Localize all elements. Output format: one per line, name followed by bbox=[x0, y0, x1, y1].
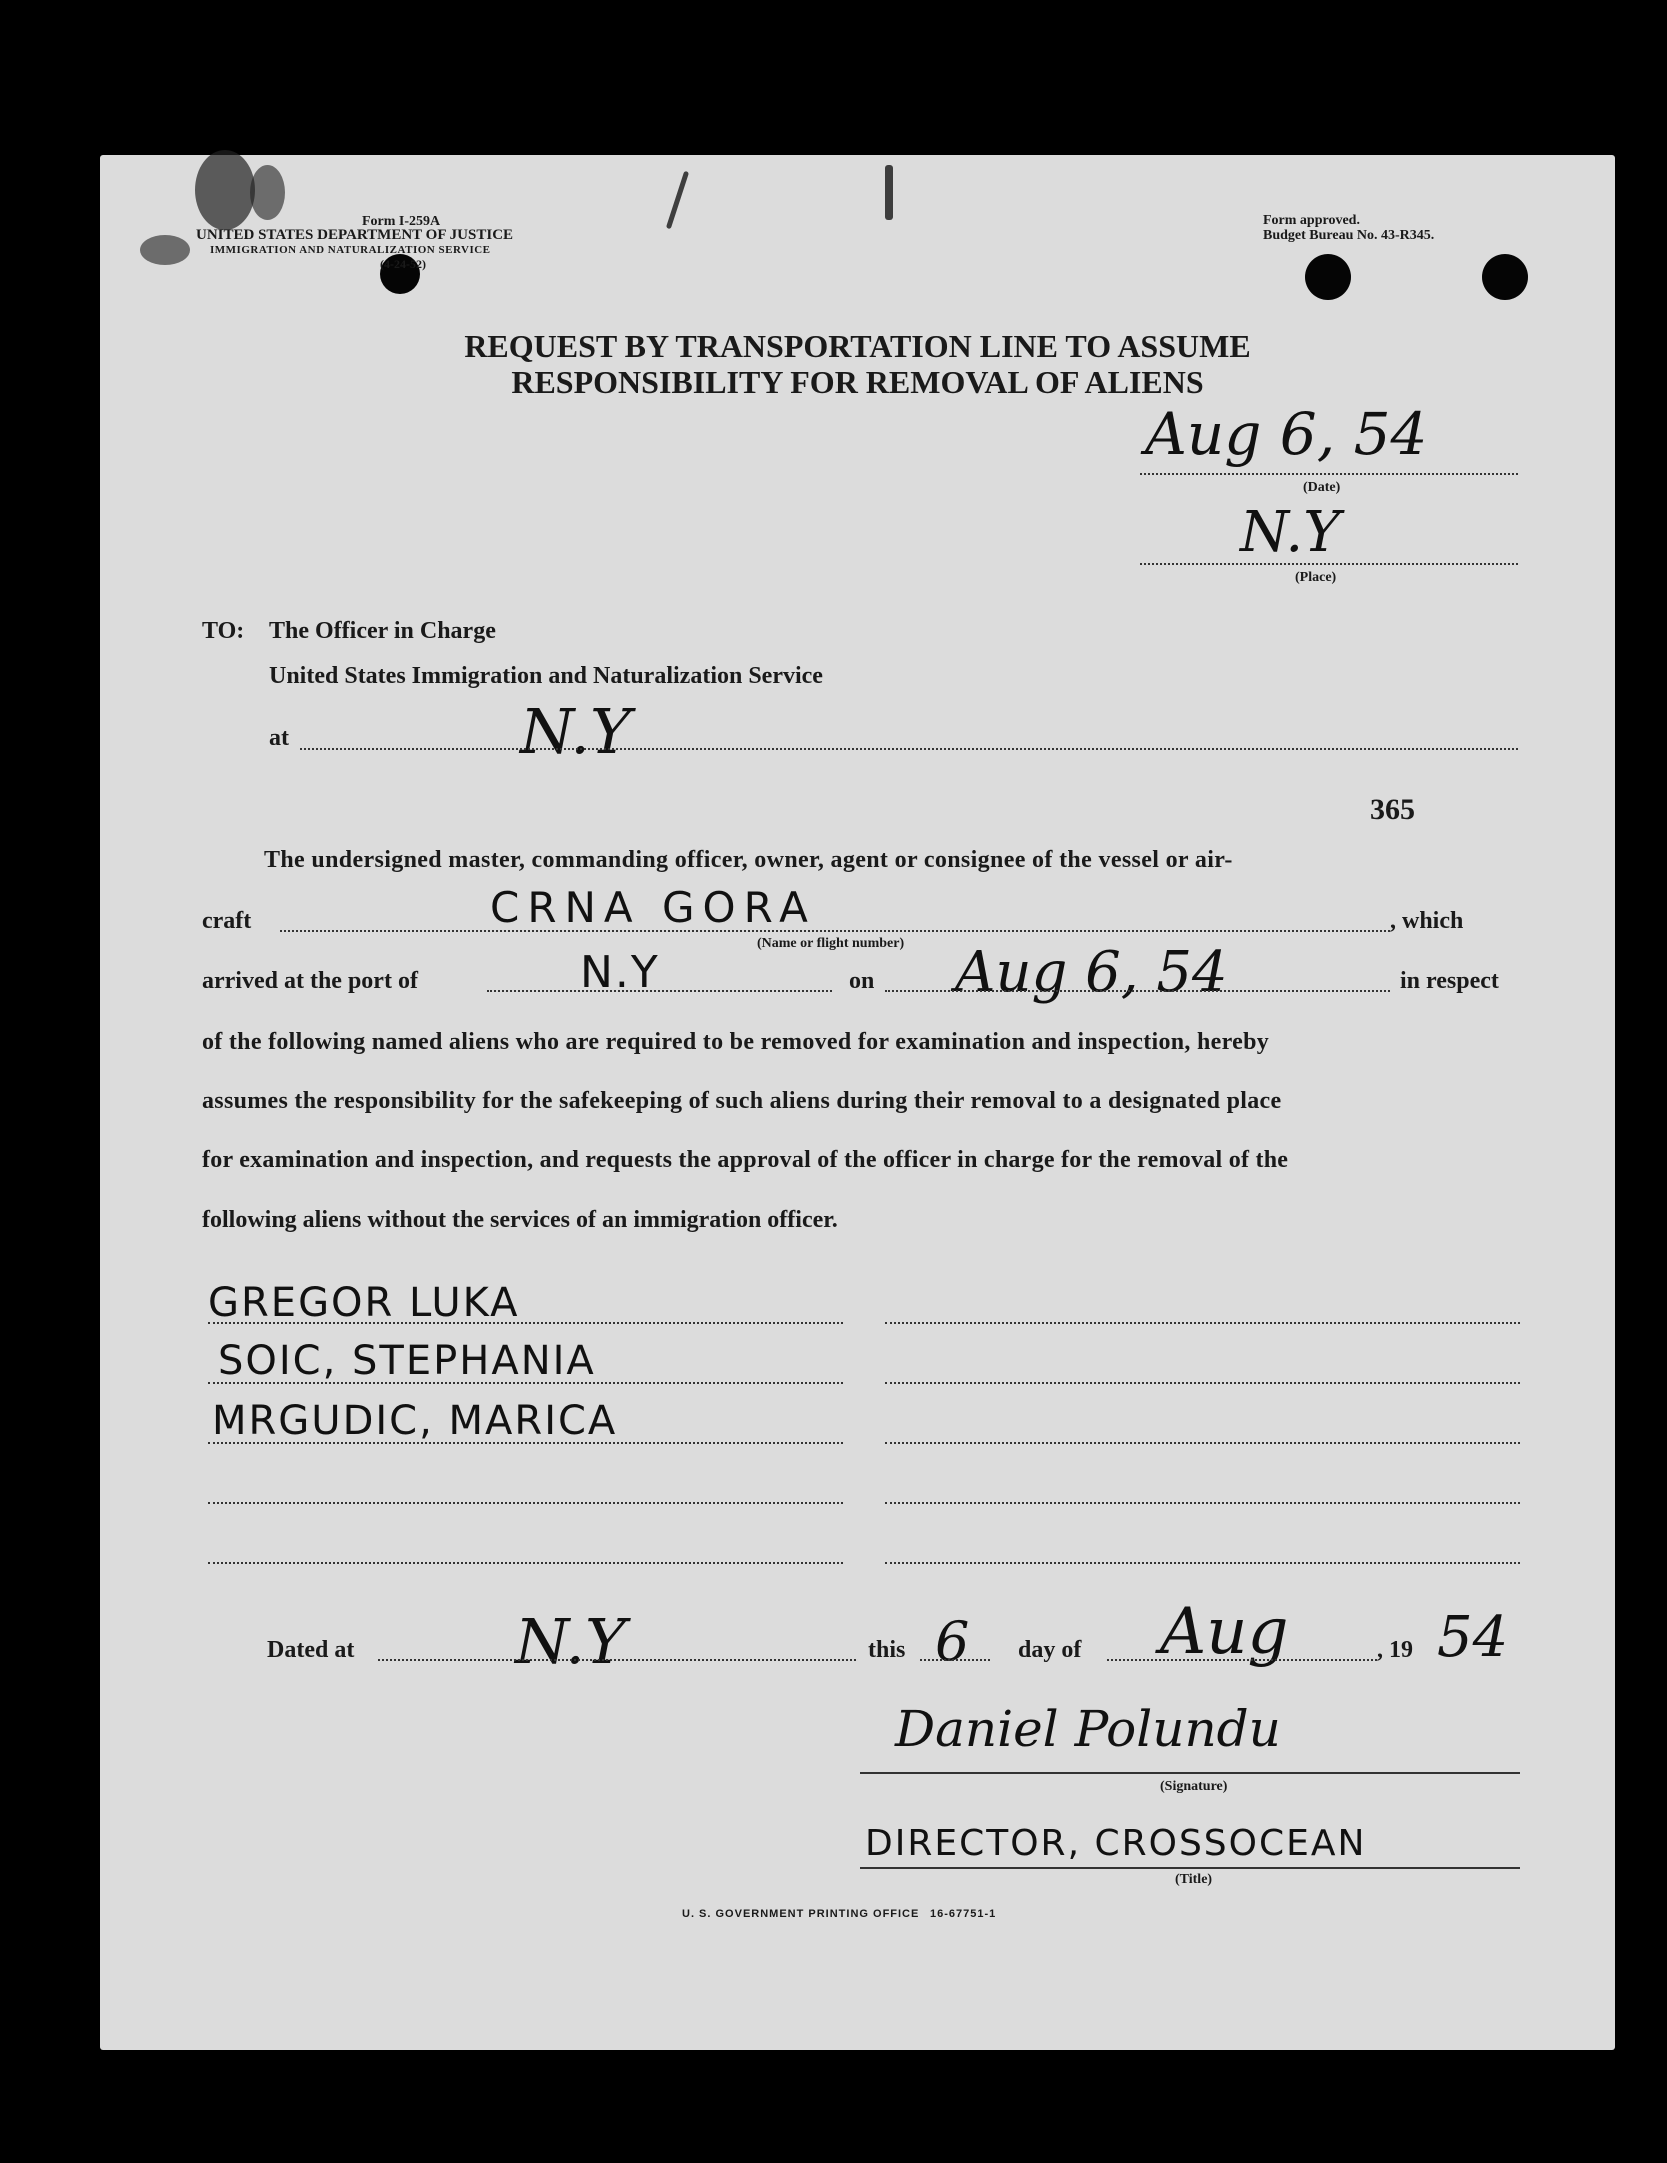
paragraph-line4: of the following named aliens who are required to be removed for examination and inspection, hereby bbox=[202, 1029, 1270, 1055]
date-value: Aug 6, 54 bbox=[1145, 400, 1428, 468]
at-line bbox=[300, 748, 1518, 750]
dated-at-label: Dated at bbox=[267, 1637, 355, 1663]
alien-line-right bbox=[885, 1322, 1520, 1324]
craft-label: craft bbox=[202, 908, 252, 934]
arrival-date-line bbox=[885, 990, 1390, 992]
place-line bbox=[1140, 563, 1518, 565]
to-label: TO: bbox=[202, 618, 245, 644]
alien-line-right bbox=[885, 1562, 1520, 1564]
printer-credit: U. S. GOVERNMENT PRINTING OFFICE bbox=[682, 1908, 920, 1920]
budget-bureau-number: Budget Bureau No. 43-R345. bbox=[1263, 228, 1435, 243]
alien-line-right bbox=[885, 1502, 1520, 1504]
arrived-label: arrived at the port of bbox=[202, 968, 418, 994]
port-line bbox=[487, 990, 832, 992]
ink-mark bbox=[666, 171, 689, 230]
form-edition: (4-24-52) bbox=[380, 257, 426, 271]
service-addressee: United States Immigration and Naturalization Service bbox=[269, 663, 823, 689]
ink-mark bbox=[885, 165, 893, 220]
signature-line bbox=[860, 1772, 1520, 1774]
dated-at-value: N.Y bbox=[515, 1605, 626, 1678]
ink-smudge bbox=[140, 235, 190, 265]
officer-in-charge: The Officer in Charge bbox=[269, 618, 496, 644]
month-value: Aug bbox=[1160, 1595, 1289, 1669]
vessel-line bbox=[280, 930, 1390, 932]
signature-value: Daniel Polundu bbox=[895, 1700, 1281, 1758]
paragraph-line1: The undersigned master, commanding officer, owner, agent or consignee of the vessel or air- bbox=[264, 847, 1233, 873]
year-value: 54 bbox=[1437, 1605, 1509, 1670]
at-label: at bbox=[269, 725, 289, 751]
ink-smudge bbox=[250, 165, 285, 220]
arrival-date-value: Aug 6, 54 bbox=[955, 940, 1228, 1005]
alien-line-right bbox=[885, 1442, 1520, 1444]
punch-hole bbox=[1482, 254, 1528, 300]
date-label: (Date) bbox=[1303, 480, 1341, 495]
day-line bbox=[920, 1659, 990, 1661]
place-value: N.Y bbox=[1240, 500, 1341, 565]
which-label: , which bbox=[1390, 908, 1464, 934]
alien-name: MRGUDIC, MARICA bbox=[212, 1398, 618, 1444]
signature-label: (Signature) bbox=[1160, 1779, 1228, 1794]
alien-line-right bbox=[885, 1382, 1520, 1384]
alien-line-left bbox=[208, 1562, 843, 1564]
this-label: this bbox=[868, 1637, 906, 1663]
form-page bbox=[100, 155, 1615, 2050]
at-value: N.Y bbox=[520, 695, 631, 768]
paragraph-line7: following aliens without the services of an immigration officer. bbox=[202, 1207, 838, 1233]
alien-line-left bbox=[208, 1502, 843, 1504]
form-approval: Form approved. bbox=[1263, 213, 1360, 228]
alien-line-left bbox=[208, 1442, 843, 1444]
on-label: on bbox=[849, 968, 875, 994]
year-prefix: , 19 bbox=[1377, 1637, 1413, 1663]
paragraph-line5: assumes the responsibility for the safekeeping of such aliens during their removal to a designated place bbox=[202, 1088, 1282, 1114]
service-name: IMMIGRATION AND NATURALIZATION SERVICE bbox=[210, 244, 491, 256]
vessel-name-value: CRNA GORA bbox=[490, 883, 816, 932]
title-label: (Title) bbox=[1175, 1872, 1213, 1887]
alien-line-left bbox=[208, 1322, 843, 1324]
department-name: UNITED STATES DEPARTMENT OF JUSTICE bbox=[196, 227, 514, 243]
form-title-line1: REQUEST BY TRANSPORTATION LINE TO ASSUME bbox=[464, 328, 1251, 364]
form-title-line2: RESPONSIBILITY FOR REMOVAL OF ALIENS bbox=[511, 364, 1204, 400]
paragraph-line6: for examination and inspection, and requests the approval of the officer in charge for the removal of the bbox=[202, 1147, 1289, 1173]
alien-line-left bbox=[208, 1382, 843, 1384]
alien-name: GREGOR LUKA bbox=[208, 1280, 520, 1326]
dated-at-line bbox=[378, 1659, 856, 1661]
title-line bbox=[860, 1867, 1520, 1869]
port-value: N.Y bbox=[580, 947, 660, 998]
punch-hole bbox=[1305, 254, 1351, 300]
date-line bbox=[1140, 473, 1518, 475]
place-label: (Place) bbox=[1295, 570, 1337, 585]
alien-name: SOIC, STEPHANIA bbox=[218, 1338, 596, 1384]
ink-smudge bbox=[195, 150, 255, 230]
month-line bbox=[1107, 1659, 1377, 1661]
printer-code: 16-67751-1 bbox=[930, 1908, 997, 1920]
form-number: Form I-259A bbox=[362, 214, 441, 229]
form-serial-number: 365 bbox=[1370, 793, 1415, 826]
day-value: 6 bbox=[935, 1610, 970, 1673]
vessel-label: (Name or flight number) bbox=[757, 936, 905, 951]
in-respect-label: in respect bbox=[1400, 968, 1499, 994]
title-value: DIRECTOR, CROSSOCEAN bbox=[865, 1823, 1367, 1864]
day-of-label: day of bbox=[1018, 1637, 1082, 1663]
